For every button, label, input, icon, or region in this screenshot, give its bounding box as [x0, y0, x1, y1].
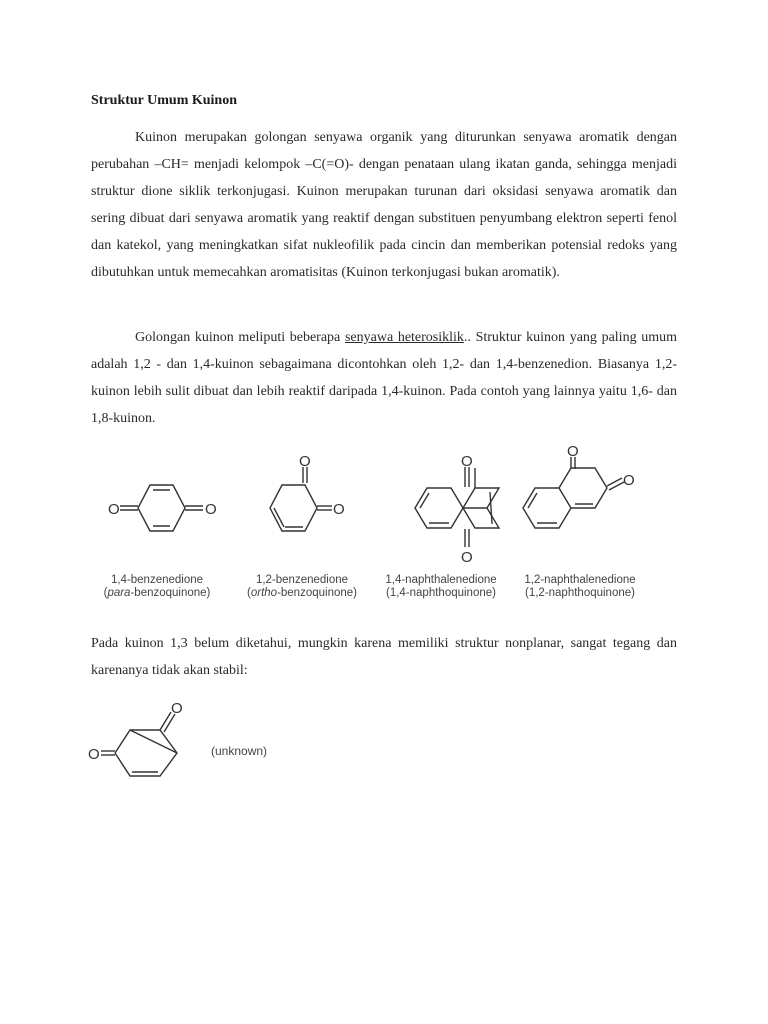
caption-o-benzoquinone [238, 574, 366, 600]
para2-after: .. Struktur kuinon yang paling umum adalah 1,2 - dan 1,4-kuinon sebagaimana dicontohkan oleh 1,2- dan 1,4-benzenedion. Biasanya 1,2-kuinon lebih sulit dibuat dan lebih reaktif daripada 1,4-kuinon. Pada contoh yang lainnya yaitu 1,6- dan 1,8-kuinon. [91, 330, 678, 426]
p-benzoquinone-structure [108, 485, 217, 531]
atom-o: O [299, 453, 311, 470]
section-heading: Struktur Umum Kuinon [91, 93, 238, 108]
paragraph-intro: Kuinon merupakan golongan senyawa organik yang diturunkan senyawa aromatik dengan perubahan –CH= menjadi kelompok –C(=O)- dengan penataan ulang ikatan ganda, sehingga menjadi struktur dione siklik terkonjugasi. Kuinon merupakan turunan dari oksidasi senyawa aromatik dan sering dibuat dari senyawa aromatik yang reaktif dengan substituen penyumbang elektron seperti fenol dan katekol, yang meningkatkan sifat nukleofilik pada cincin dan memberikan potensial redoks yang dibutuhkan untuk memecahkan aromatisitas (Kuinon terkonjugasi bukan aromatik). [91, 130, 677, 280]
atom-o: O [171, 700, 183, 717]
structure-name: 1,2-benzenedione [255, 574, 349, 586]
structure-name: 1,2-naphthalenedione [524, 574, 636, 586]
naphthoquinone-12-structure [523, 445, 635, 528]
caption-naphthoquinone-12 [514, 574, 646, 600]
atom-o: O [461, 453, 473, 470]
naphthoquinone-14-structure [415, 453, 499, 565]
heterocyclic-link[interactable]: senyawa heterosiklik [344, 330, 464, 345]
atom-o: O [205, 501, 217, 518]
paragraph-13-quinone: Pada kuinon 1,3 belum diketahui, mungkin karena memiliki struktur nonplanar, sangat tegang dan karenanya tidak akan stabil: [91, 636, 677, 678]
atom-o: O [461, 549, 473, 565]
structure-name: 1,4-naphthalenedione [385, 574, 497, 586]
caption-p-benzoquinone [100, 574, 214, 600]
atom-o: O [567, 445, 579, 460]
structure-alt-name: (1,4-naphthoquinone) [386, 587, 496, 599]
unknown-label: (unknown) [211, 744, 268, 758]
unknown-13-quinone-structure [85, 698, 195, 788]
structure-alt-name: (1,2-naphthoquinone) [525, 587, 635, 599]
structure-name: 1,4-benzenedione [110, 574, 204, 586]
quinone-structures [90, 445, 650, 570]
para2-before: Golongan kuinon meliputi beberapa [135, 330, 345, 345]
caption-naphthoquinone-14 [376, 574, 506, 600]
atom-o: O [88, 746, 100, 763]
paragraph-types [91, 324, 677, 432]
o-benzoquinone-structure [270, 453, 345, 531]
quinone-structures-diagram [90, 445, 650, 565]
structure-alt-name: (para-benzoquinone) [103, 587, 211, 599]
atom-o: O [333, 501, 345, 518]
structure-alt-name: (ortho-benzoquinone) [247, 587, 357, 599]
atom-o: O [623, 472, 635, 489]
atom-o: O [108, 501, 120, 518]
unknown-13-quinone [85, 698, 195, 793]
